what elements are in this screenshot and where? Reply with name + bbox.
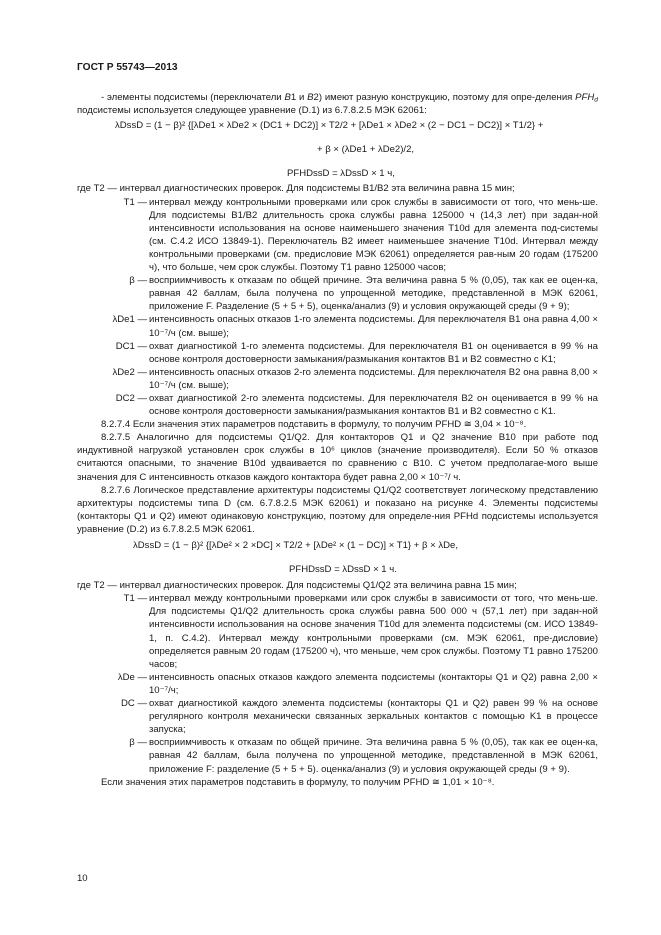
- formula-d1-line3: PFHDssD = λDssD × 1 ч,: [287, 168, 395, 180]
- where1-item-lambda-de2: λDe2 — интенсивность опасных отказов 2-го элемента подсистемы. Для переключателя B2 она равна 8,00 × 10⁻⁷/ч (см. выше);: [112, 366, 598, 391]
- where1-item-t1: T1 — интервал между контрольными проверками или срок службы в зависимости от того, что мень-ше. Для подсистемы B1/B2 длительность срока службы равна 125000 ч (14,3 лет) при задан-ной интенсивности использования на основе наименьшего значения T10d для элемента под-системы (см. С.4.2 ИСО 13849-1). Переключатель B2 имеет наименьшее значение T10d. Интервал между контрольными проверками (см. предисловие МЭК 62061) определяется рав-ным 20 годам (175200 ч), что больше, чем срок службы. Поэтому T1 равно 125000 часов;: [123, 196, 598, 274]
- document-header: ГОСТ Р 55743—2013: [77, 62, 178, 73]
- formula-d1-line1: λDssD = (1 − β)² {[λDe1 × λDe2 × (DC1 + DC2)] × T2/2 + [λDe1 × λDe2 × (2 − DC1 − DC2)] × T1/2} +: [115, 120, 544, 132]
- where2-item-lambda-de: λDe — интенсивность опасных отказов каждого элемента подсистемы (контакторы Q1 и Q2) равна 2,00 × 10⁻⁷/ч;: [117, 671, 598, 696]
- where1-t2: где T2 — интервал диагностических проверок. Для подсистемы B1/B2 эта величина равна 15 мин;: [77, 183, 515, 195]
- where2-list: [77, 592, 598, 775]
- formula-d1: [77, 119, 598, 180]
- formula-d2-line2: PFHDssD = λDssD × 1 ч.: [289, 564, 397, 576]
- page-number: 10: [77, 873, 88, 884]
- where1-item-dc2: DC2 — охват диагностикой 2-го элемента подсистемы. Для переключателя B2 он оценивается в 99 % на основе контроля достоверности замыкания/размыкания контактов B1 и B2 совместно с K1.: [115, 392, 598, 418]
- formula-d2-line1: λDssD = (1 − β)² {[λDe² × 2 ×DC] × T2/2 + [λDe² × (1 − DC)] × T1} + β × λDe,: [133, 540, 459, 551]
- where1-list: [77, 196, 598, 419]
- paragraph-8-2-7-4: 8.2.7.4 Если значения этих параметров подставить в формулу, то получим PFHD ≅ 3,04 × 10⁻⁸.: [101, 419, 527, 431]
- where2-item-dc: DC — охват диагностикой каждого элемента подсистемы (контакторы Q1 и Q2) равен 99 % на основе регулярного контроля механически связанных зеркальных контактов с помощью K1 в процессе запуска;: [121, 698, 598, 736]
- page-body: [77, 91, 598, 789]
- paragraph-8-2-7-6: 8.2.7.6 Логическое представление архитектуры подсистемы Q1/Q2 соответствует логическому представлению архитектуры подсистемы типа D (см. 6.7.8.2.5 МЭК 62061) и показано на рисунке 4. Элементы подсистемы (контакторы Q1 и Q2) имеют одинаковую конструкцию, поэтому для определе-ния PFHd подсистемы используется уравнение (D.2) из 6.7.8.2.5 МЭК 62061.: [77, 484, 598, 535]
- where2-item-beta: β — восприимчивость к отказам по общей причине. Эта величина равна 5 % (0,05), так как ее оцен-ка, равная 42 баллам, была получена по упрощенной методике, представленной в МЭК 62061, приложение F: разделение (5 + 5 + 5). оценка/анализ (9) и условия окружающей среды (9 + 9).: [129, 737, 598, 775]
- intro-paragraph: - элементы подсистемы (переключатели B1 и B2) имеют разную конструкцию, поэтому для опре-деления $PFH_d$ подсистемы используется следующее уравнение (D.1) из 6.7.8.2.5 МЭК 62061:: [77, 92, 598, 117]
- paragraph-8-2-7-5: 8.2.7.5 Аналогично для подсистемы Q1/Q2. Для контакторов Q1 и Q2 значение B10 при работе под индуктивной нагрузкой установлен срок службы в 10⁶ циклов (значение производителя). Если 50 % отказов считаются опасными, то значение B10d удваивается по сравнению с B10. С учетом предполагае-мого выше значения для C интенсивность отказов каждого контактора будет равна 2,00 × 10⁻⁷/ ч.: [77, 432, 598, 483]
- final-result-paragraph: Если значения этих параметров подставить в формулу, то получим PFHD ≅ 1,01 × 10⁻⁸.: [101, 776, 495, 788]
- where2-t2: где T2 — интервал диагностических проверок. Для подсистемы Q1/Q2 эта величина равна 15 мин;: [77, 580, 517, 592]
- formula-d2: [77, 539, 598, 576]
- where2-item-t1: T1 — интервал между контрольными проверками или срок службы в зависимости от того, что мень-ше. Для подсистемы Q1/Q2 длительность срока службы равна 500 000 ч (57,1 лет) при задан-ной интенсивности использования на основе значения T10d для элемента подсистемы (см. ИСО 13849-1, п. С.4.2). Интервал между контрольными проверками (см. МЭК 62061, пре-дисловие) определяется равным 20 годам (175200 ч), что меньше, чем срок службы. Поэтому T1 равно 175200 часов;: [123, 593, 598, 670]
- where1-item-lambda-de1: λDe1 — интенсивность опасных отказов 1-го элемента подсистемы. Для переключателя B1 она равна 4,00 × 10⁻⁷/ч (см. выше);: [112, 314, 598, 339]
- formula-d1-line2: + β × (λDe1 + λDe2)/2,: [317, 144, 415, 156]
- where1-item-dc1: DC1 — охват диагностикой 1-го элемента подсистемы. Для переключателя B1 он оценивается в 99 % на основе контроля достоверности замыкания/размыкания контактов B1 и B2 совместно с K1;: [115, 340, 598, 365]
- where1-item-beta: β — восприимчивость к отказам по общей причине. Эта величина равна 5 % (0,05), так как ее оцен-ка, равная 42 баллам, была получена по упрощенной методике, представленной в МЭК 62061, приложение F. Разделение (5 + 5 + 5), оценка/анализ (9) и условия окружающей среды (9 + 9);: [129, 275, 598, 313]
